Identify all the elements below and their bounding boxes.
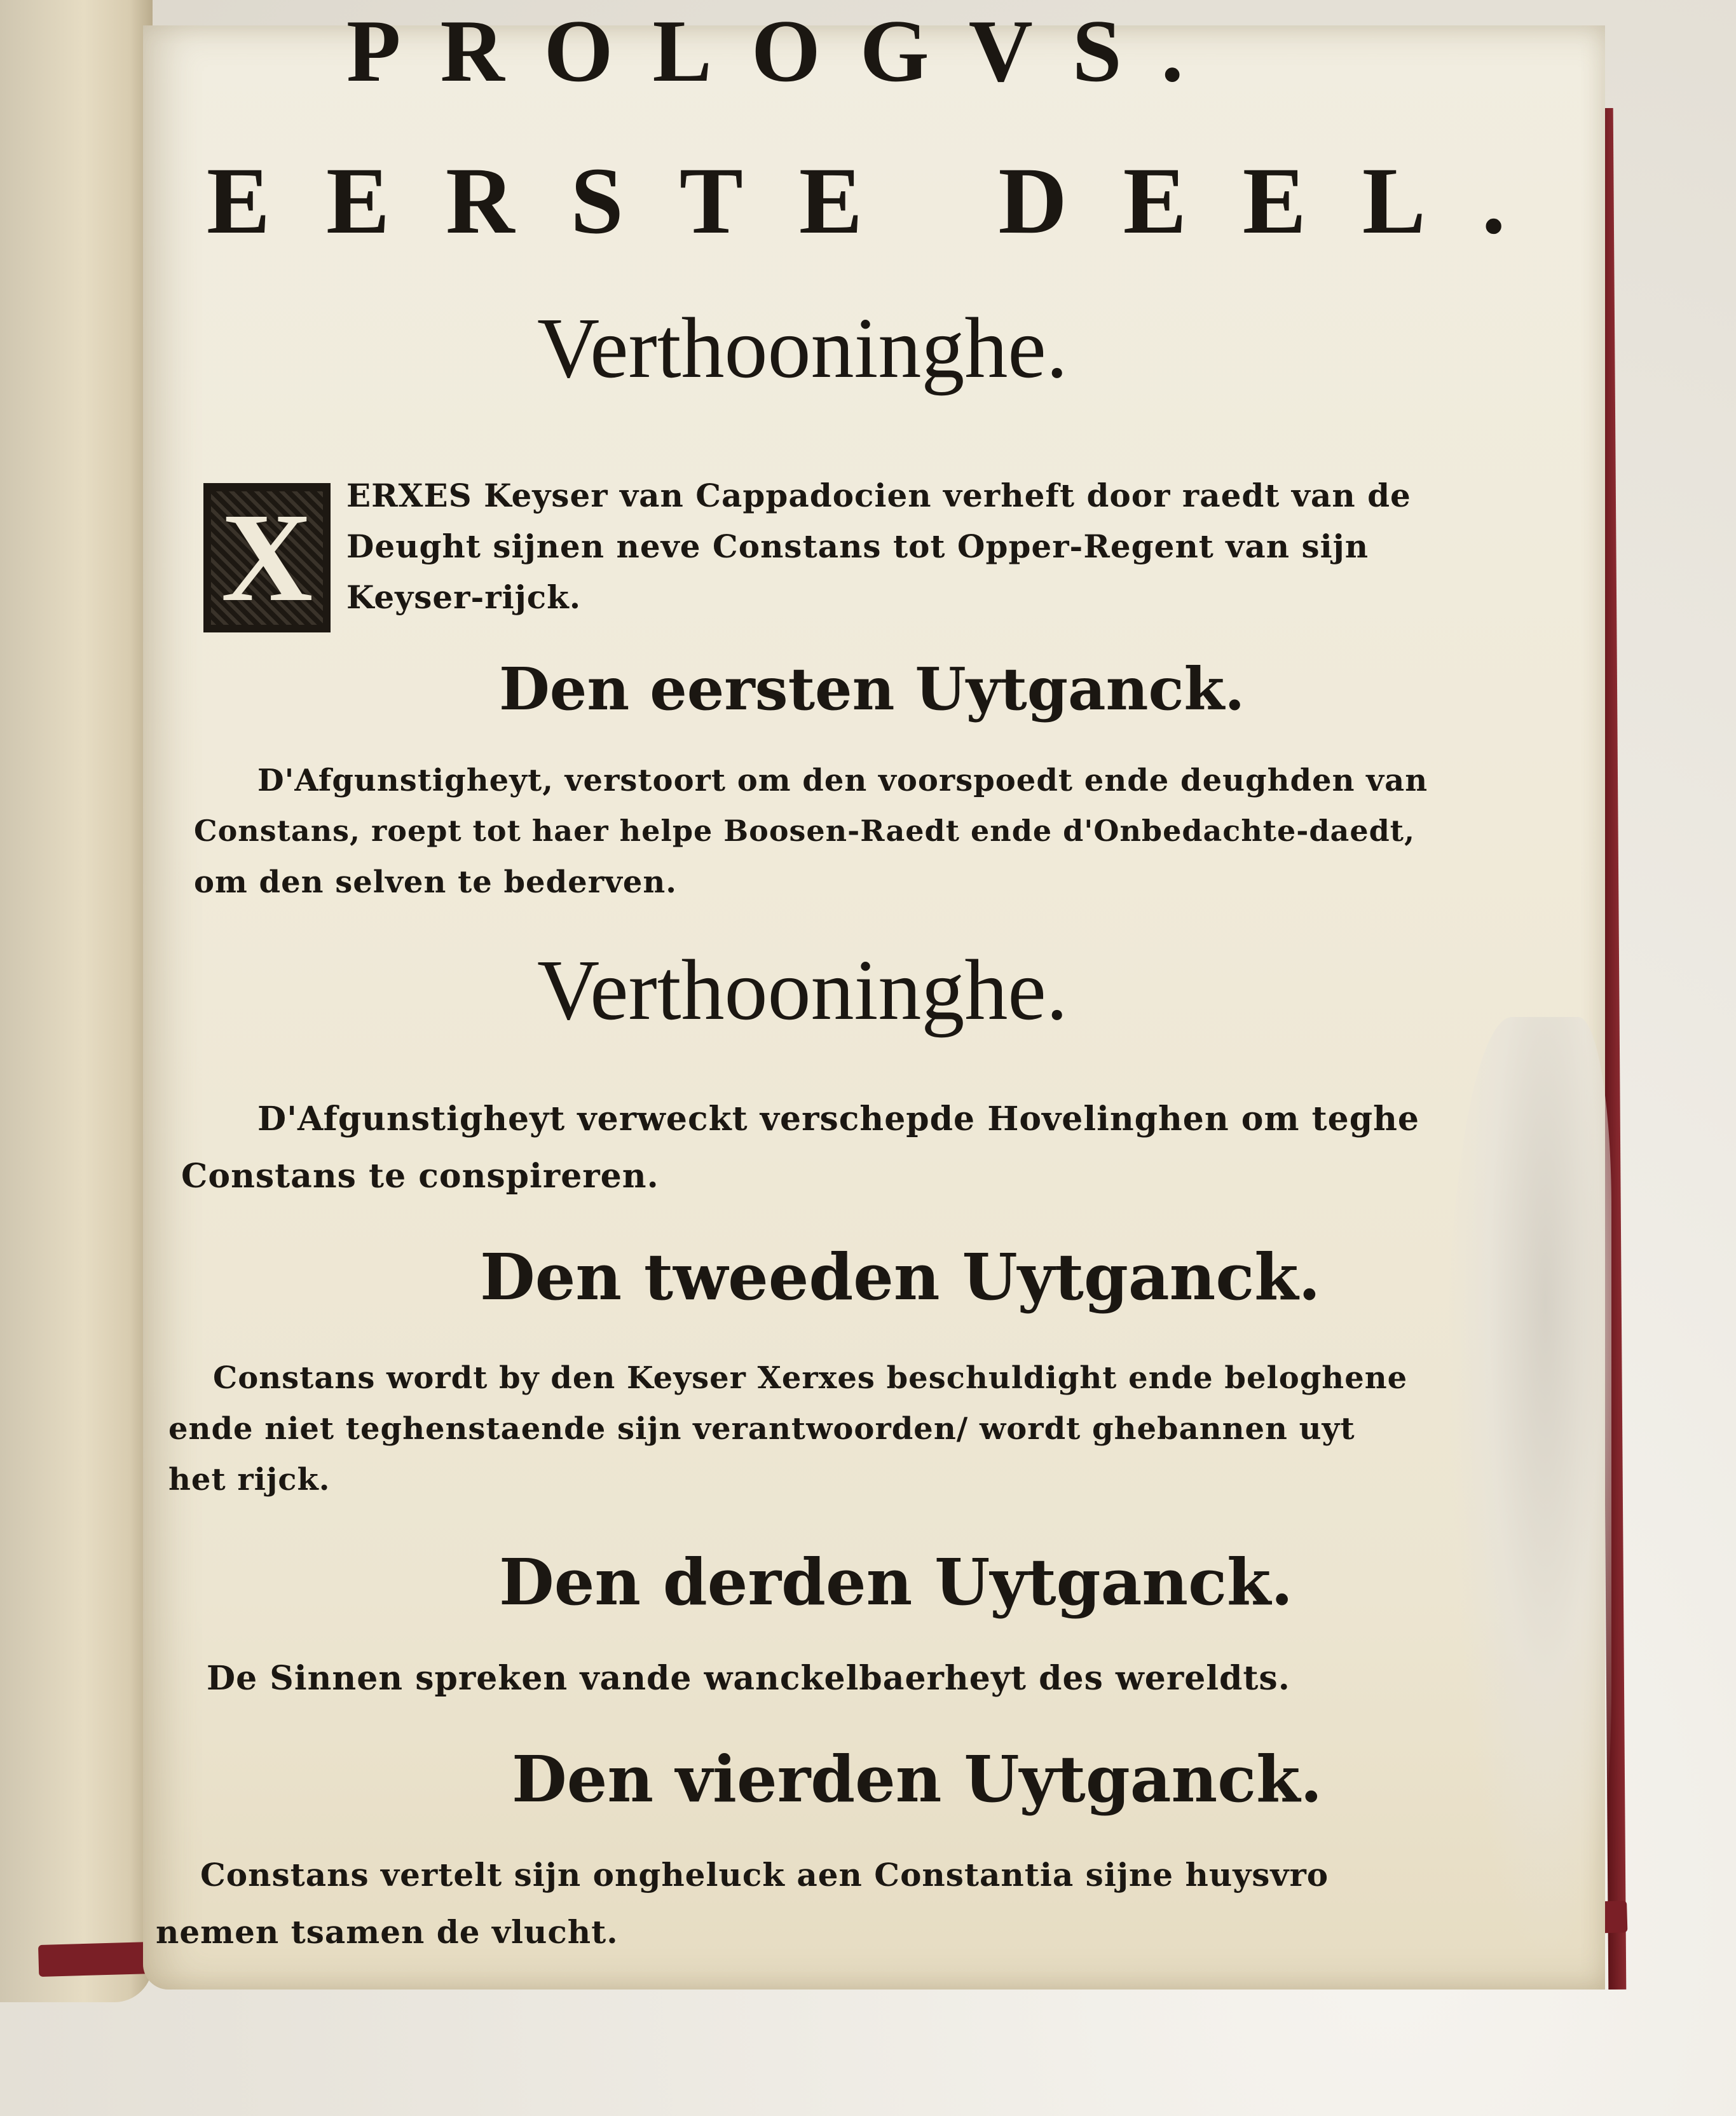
body-line: Constans, roept tot haer helpe Boosen-Raedt ende d'Onbedachte-daedt,: [194, 814, 1416, 848]
body-line: Keyser-rijck.: [346, 578, 582, 616]
body-line: De Sinnen spreken vande wanckelbaerheyt des wereldts.: [207, 1659, 1290, 1698]
body-line: Constans vertelt sijn ongheluck aen Constantia sijne huysvro: [200, 1856, 1329, 1894]
title-eerste-deel: EERSTE DEEL.: [207, 148, 1562, 254]
section-heading: Den derden Uytganck.: [499, 1545, 1294, 1620]
drop-cap-ornament: [203, 483, 331, 632]
book-page: [143, 2, 1605, 1990]
body-line: ERXES Keyser van Cappadocien verheft door raedt van de: [346, 477, 1411, 514]
body-line: D'Afgunstigheyt verweckt verschepde Hovelinghen om teghe: [257, 1100, 1419, 1138]
section-heading: Verthooninghe.: [537, 943, 1068, 1038]
page-content: [143, 2, 1605, 1990]
section-heading: Verthooninghe.: [537, 301, 1068, 396]
body-line: Constans wordt by den Keyser Xerxes beschuldight ende beloghene: [213, 1360, 1408, 1396]
body-line: D'Afgunstigheyt, verstoort om den voorspoedt ende deughden van: [257, 763, 1428, 798]
body-line: Constans te conspireren.: [181, 1157, 659, 1196]
body-line: ende niet teghenstaende sijn verantwoorden/ wordt ghebannen uyt: [168, 1411, 1355, 1447]
title-prologus: PROLOGVS.: [346, 2, 1223, 100]
body-line: Deught sijnen neve Constans tot Opper-Regent van sijn: [346, 528, 1369, 565]
section-heading: Den vierden Uytganck.: [512, 1742, 1323, 1817]
section-heading: Den tweeden Uytganck.: [480, 1239, 1321, 1314]
body-line: om den selven te bederven.: [194, 864, 678, 900]
page-damage: [1446, 1017, 1611, 1970]
drop-cap-frame: [211, 487, 323, 628]
drop-cap-letter: X: [221, 487, 313, 628]
body-line: het rijck.: [168, 1462, 331, 1498]
body-line: nemen tsamen de vlucht.: [156, 1913, 619, 1951]
section-heading: Den eersten Uytganck.: [499, 655, 1245, 723]
facing-page-edge: [0, 0, 153, 2002]
